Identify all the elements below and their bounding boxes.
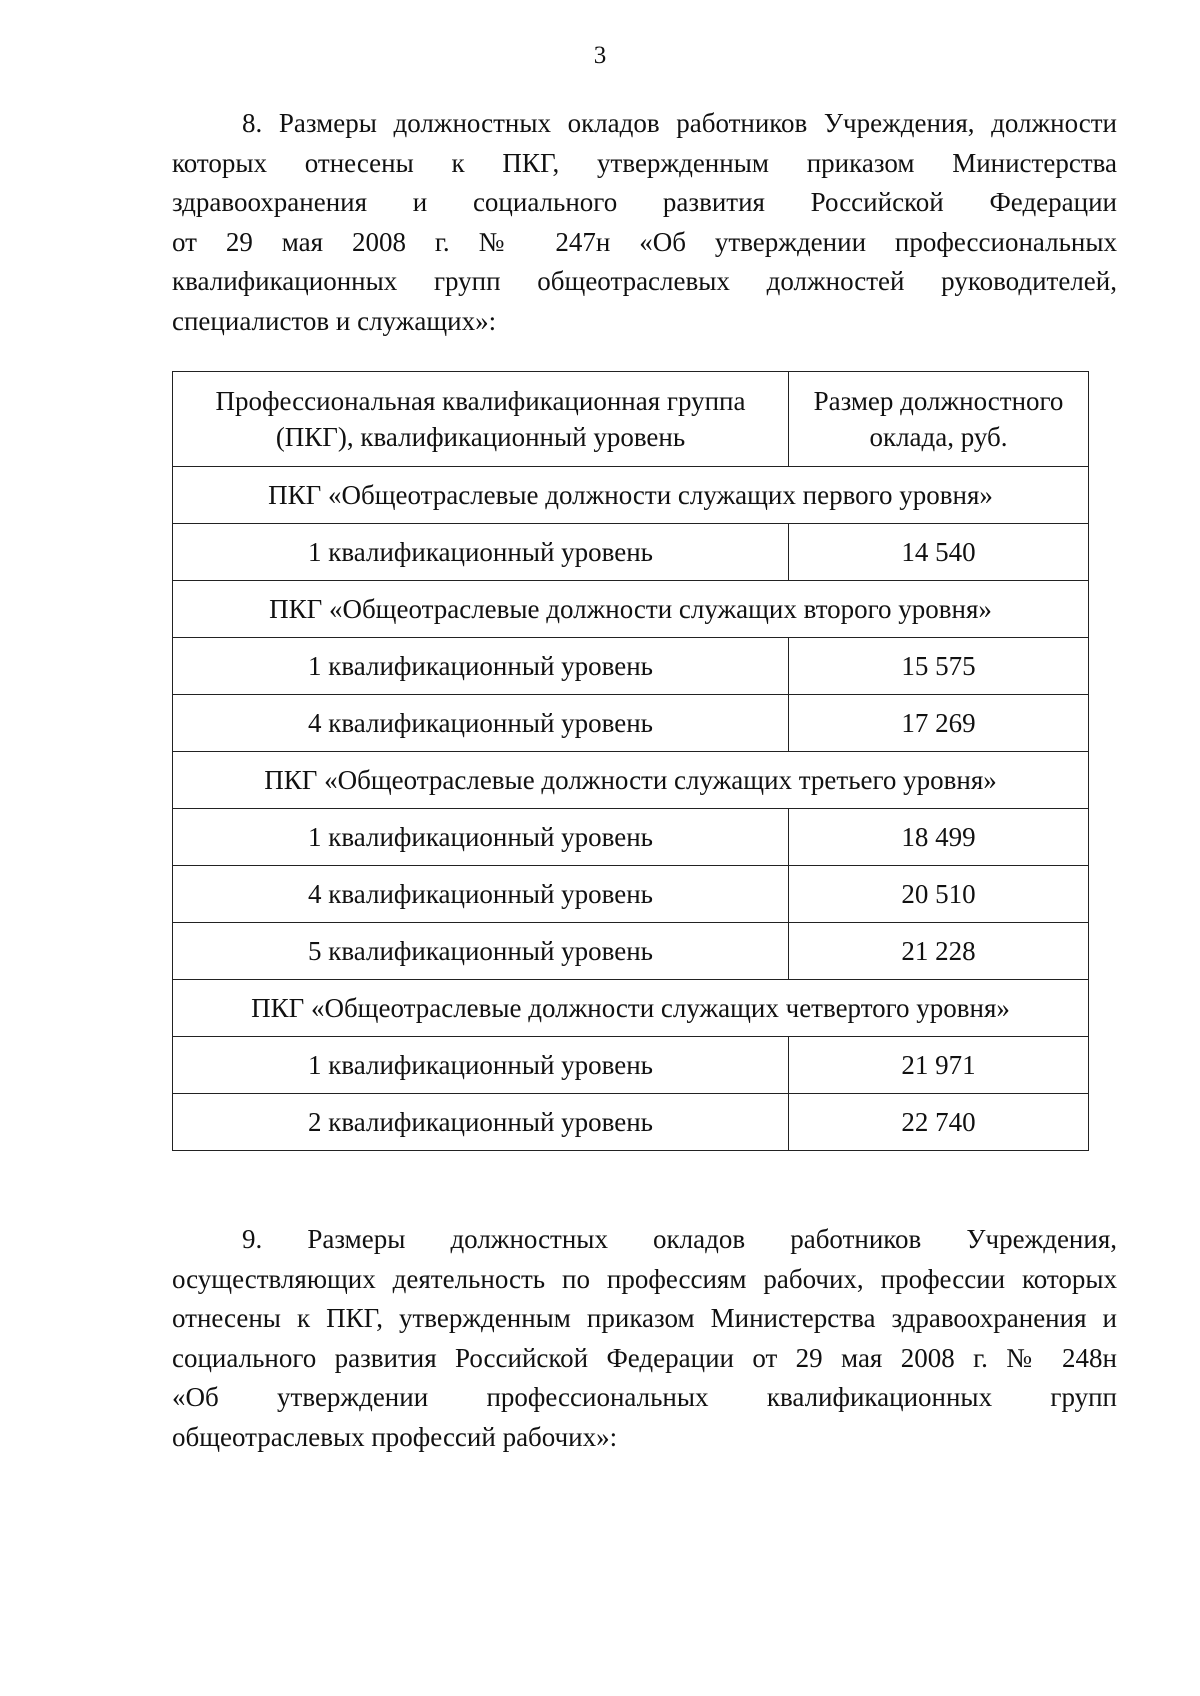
salary-table (172, 371, 1089, 1151)
salary-value: 22 740 (789, 1094, 1089, 1151)
group-title-row (173, 467, 1089, 524)
paragraph-line: осуществляющих деятельность по профессиям рабочих, профессии которых (172, 1263, 1117, 1294)
header-qualification-group (173, 372, 789, 467)
group-title-row (173, 581, 1089, 638)
salary-value: 14 540 (789, 524, 1089, 581)
paragraph-line: «Об утверждении профессиональных квалификационных групп (172, 1382, 1117, 1412)
paragraph-line: 8. Размеры должностных окладов работников Учреждения, должности (242, 108, 1117, 138)
table-header-row (173, 372, 1089, 467)
qualification-level: 5 квалификационный уровень (173, 923, 789, 980)
table-row (173, 866, 1089, 923)
paragraph-line: от 29 мая 2008 г. № 247н «Об утверждении профессиональных (172, 226, 1117, 257)
qualification-level: 4 квалификационный уровень (173, 695, 789, 752)
qualification-level: 1 квалификационный уровень (173, 524, 789, 581)
table-row (173, 1037, 1089, 1094)
paragraph-8 (172, 104, 1117, 341)
table-row (173, 809, 1089, 866)
paragraph-line: социального развития Российской Федерации от 29 мая 2008 г. № 248н (172, 1342, 1117, 1373)
group-title: ПКГ «Общеотраслевые должности служащих четвертого уровня» (173, 980, 1089, 1037)
paragraph-line: здравоохранения и социального развития Российской Федерации (172, 187, 1117, 217)
header-text: Профессиональная квалификационная группа (215, 386, 746, 416)
header-text: оклада, руб. (869, 422, 1008, 452)
qualification-level: 4 квалификационный уровень (173, 866, 789, 923)
salary-value: 17 269 (789, 695, 1089, 752)
table-row (173, 1094, 1089, 1151)
header-text: (ПКГ), квалификационный уровень (275, 422, 686, 452)
salary-value: 15 575 (789, 638, 1089, 695)
group-title: ПКГ «Общеотраслевые должности служащих первого уровня» (173, 467, 1089, 524)
paragraph-line: специалистов и служащих»: (172, 305, 497, 336)
page-number: 3 (593, 42, 607, 69)
table-row (173, 695, 1089, 752)
salary-value: 21 971 (789, 1037, 1089, 1094)
header-salary-size (789, 372, 1089, 467)
header-text: Размер должностного (813, 386, 1064, 416)
salary-value: 20 510 (789, 866, 1089, 923)
paragraph-line: 9. Размеры должностных окладов работников Учреждения, (242, 1224, 1117, 1254)
paragraph-9 (172, 1220, 1117, 1457)
table-row (173, 638, 1089, 695)
paragraph-line: общеотраслевых профессий рабочих»: (172, 1421, 618, 1452)
table-row (173, 524, 1089, 581)
group-title: ПКГ «Общеотраслевые должности служащих второго уровня» (173, 581, 1089, 638)
paragraph-line: отнесены к ПКГ, утвержденным приказом Министерства здравоохранения и (172, 1303, 1117, 1333)
qualification-level: 1 квалификационный уровень (173, 809, 789, 866)
paragraph-line: квалификационных групп общеотраслевых должностей руководителей, (172, 266, 1117, 296)
group-title-row (173, 752, 1089, 809)
group-title: ПКГ «Общеотраслевые должности служащих третьего уровня» (173, 752, 1089, 809)
paragraph-line: которых отнесены к ПКГ, утвержденным приказом Министерства (172, 147, 1117, 178)
group-title-row (173, 980, 1089, 1037)
salary-value: 18 499 (789, 809, 1089, 866)
qualification-level: 1 квалификационный уровень (173, 1037, 789, 1094)
table-row (173, 923, 1089, 980)
qualification-level: 2 квалификационный уровень (173, 1094, 789, 1151)
qualification-level: 1 квалификационный уровень (173, 638, 789, 695)
salary-value: 21 228 (789, 923, 1089, 980)
